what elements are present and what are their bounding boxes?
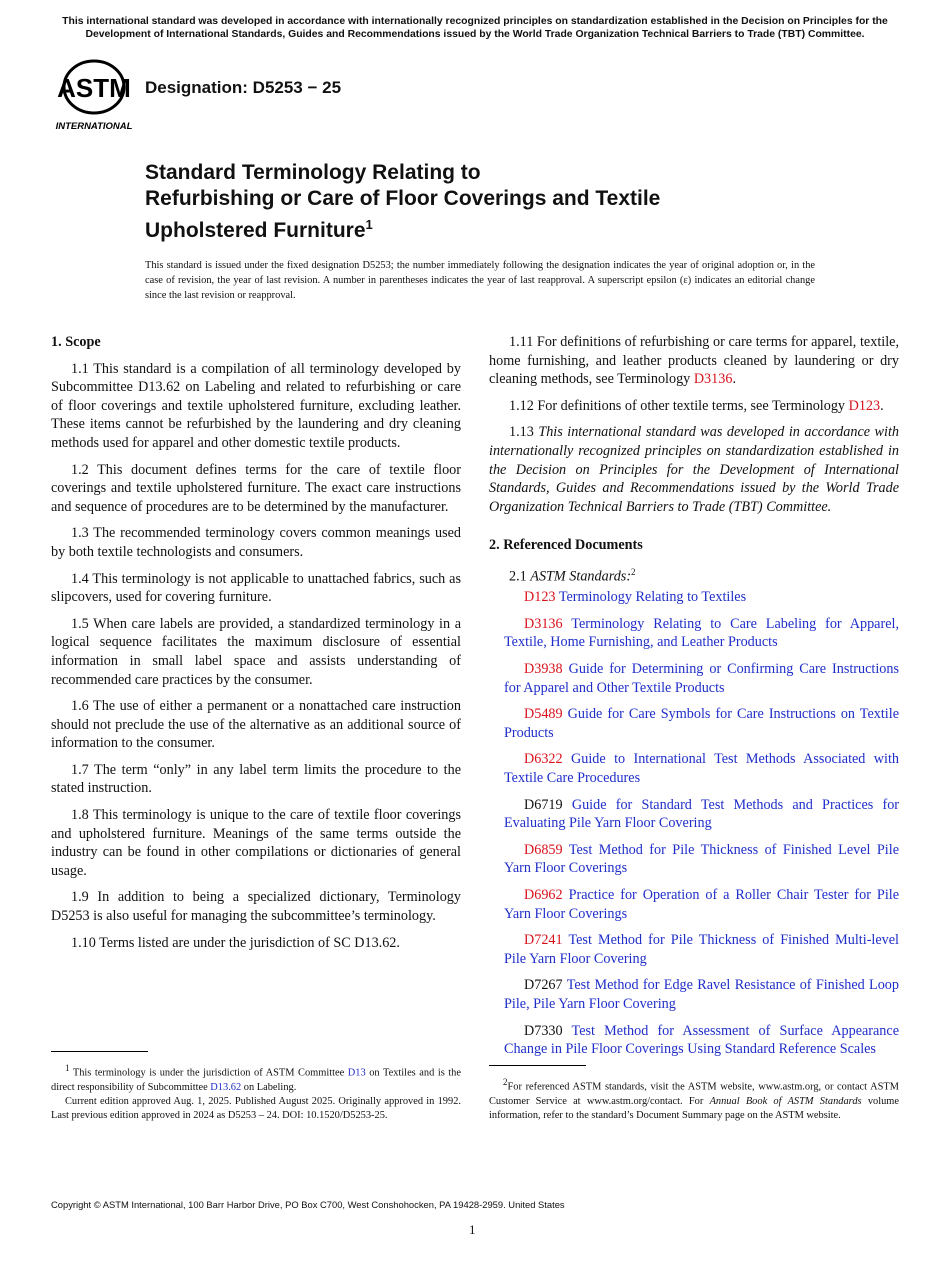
title-line-2: Refurbishing or Care of Floor Coverings and Textile xyxy=(145,187,661,210)
reference-title-link[interactable]: Guide for Care Symbols for Care Instructions on Textile Products xyxy=(504,706,899,741)
section-1-9: 1.9 In addition to being a specialized dictionary, Terminology D5253 is also useful for managing the subcommittee’s terminology. xyxy=(51,889,461,925)
section-1-7: 1.7 The term “only” in any label term limits the procedure to the stated instruction. xyxy=(51,761,461,797)
d123-link[interactable]: D123 xyxy=(848,397,881,414)
section-1-5: 1.5 When care labels are provided, a standardized terminology in a logical sequence facilitates the maximum disclosure of essential information in small label space and assists understanding of recommended care practices by the consumer. xyxy=(51,615,461,688)
reference-item xyxy=(489,1022,899,1059)
reference-title-link[interactable]: Terminology Relating to Care Labeling for Apparel, Textile, Home Furnishing, and Leather Products xyxy=(504,615,899,651)
reference-item xyxy=(489,615,899,652)
reference-item xyxy=(489,588,899,607)
d13-62-link[interactable]: D13.62 xyxy=(210,1081,242,1093)
section-1-4: 1.4 This terminology is not applicable to unattached fabrics, such as slipcovers, used for covering furniture. xyxy=(51,570,461,606)
designation: Designation: D5253 − 25 xyxy=(145,78,342,97)
reference-code-link[interactable]: D3938 xyxy=(524,661,563,678)
reference-code-link[interactable]: D7241 xyxy=(524,932,563,949)
reference-code-link: D7267 xyxy=(524,977,563,994)
page-number: 1 xyxy=(469,1222,476,1237)
reference-item xyxy=(489,796,899,833)
issued-note: This standard is issued under the fixed designation D5253; the number immediately following the designation indicates the year of original adoption or, in the case of revision, the year of last revision. A number in parentheses indicates the year of last reapproval. A superscript epsilon (ε) indicates an editorial change since the last revision or reapproval. xyxy=(145,260,815,301)
reference-item xyxy=(489,841,899,878)
document-title xyxy=(145,160,845,244)
right-column xyxy=(489,333,899,1067)
reference-code-link[interactable]: D6859 xyxy=(524,841,563,858)
reference-code-link[interactable]: D3136 xyxy=(524,615,563,632)
tbt-notice: This international standard was developed in accordance with internationally recognized principles on standardization established in the Decision on Principles for the Development of International Standards, Guides and Recommendations issued by the World Trade Organization Technical Barriers to Trade (TBT) Committee. xyxy=(62,16,888,40)
reference-title-link[interactable]: Test Method for Assessment of Surface Appearance Change in Pile Floor Coverings Using Standard Reference Scales xyxy=(504,1022,899,1058)
section-1-10: 1.10 Terms listed are under the jurisdiction of SC D13.62. xyxy=(71,934,400,951)
reference-code-link: D6719 xyxy=(524,796,563,813)
reference-title-link[interactable]: Practice for Operation of a Roller Chair Tester for Pile Yarn Floor Coverings xyxy=(504,886,899,922)
section-1-1: 1.1 This standard is a compilation of all terminology developed by Subcommittee D13.62 on Labeling and related to refurbishing or care of floor coverings and textile upholstered furniture, excluding leather. These items cannot be refurbished by the laundering and dry cleaning methods used for apparel and other domestic textile products. xyxy=(51,360,461,451)
reference-item xyxy=(489,660,899,697)
reference-item xyxy=(489,750,899,787)
edition-note: Current edition approved Aug. 1, 2025. Published August 2025. Originally approved in 1992. Last previous edition approved in 2024 as D5253 – 24. DOI: 10.1520/D5253-25. xyxy=(51,1095,461,1122)
title-footnote-mark: 1 xyxy=(365,217,373,232)
title-line-1: Standard Terminology Relating to xyxy=(145,161,481,184)
section-1-11: 1.11 For definitions of refurbishing or care terms for apparel, textile, home furnishing, and leather products cleaned by laundering or dry cleaning methods, see Terminology D3136. xyxy=(489,334,899,388)
footnote-rule-left xyxy=(51,1051,148,1052)
logo-subtext: INTERNATIONAL xyxy=(55,121,133,132)
section-1-2: 1.2 This document defines terms for the care of textile floor coverings and textile upholstered furniture. The exact care instructions and sequence of procedures are to be determined by the manufacturer. xyxy=(51,461,461,515)
reference-item xyxy=(489,931,899,968)
reference-title-link[interactable]: Terminology Relating to Textiles xyxy=(558,589,747,606)
reference-title-link[interactable]: Guide to International Test Methods Associated with Textile Care Procedures xyxy=(504,751,900,787)
reference-title-link[interactable]: Test Method for Pile Thickness of Finished Level Pile Yarn Floor Coverings xyxy=(504,841,899,877)
footnote-2: $^2$For referenced ASTM standards, visit the ASTM website, www.astm.org, or contact ASTM Customer Service at www.astm.org/contact. For Annual Book of ASTM Standards volume information, refer to the standard’s Document Summary page on the ASTM website. xyxy=(489,1077,899,1121)
section-1-6: 1.6 The use of either a permanent or a nonattached care instruction should not preclude the use of the alternative as an additional source of information to the consumer. xyxy=(51,698,461,752)
reference-code-link[interactable]: D123 xyxy=(524,589,556,606)
reference-item xyxy=(489,886,899,923)
reference-list xyxy=(489,588,899,1058)
d13-link[interactable]: D13 xyxy=(347,1067,366,1079)
reference-title-link[interactable]: Guide for Determining or Confirming Care Instructions for Apparel and Other Textile Products xyxy=(504,661,899,696)
footnote-rule-right xyxy=(489,1065,586,1066)
astm-standards-subheading: 2.1 ASTM Standards:$^2$ xyxy=(509,566,636,585)
reference-item xyxy=(489,976,899,1013)
reference-code-link[interactable]: D6962 xyxy=(524,886,563,903)
copyright: Copyright © ASTM International, 100 Barr Harbor Drive, PO Box C700, West Conshohocken, PA 19428-2959. United States xyxy=(51,1199,565,1210)
reference-title-link[interactable]: Guide for Standard Test Methods and Practices for Evaluating Pile Yarn Floor Covering xyxy=(504,796,900,832)
reference-title-link[interactable]: Test Method for Pile Thickness of Finished Multi-level Pile Yarn Floor Covering xyxy=(504,932,899,967)
reference-code-link: D7330 xyxy=(524,1022,563,1039)
scope-heading: 1. Scope xyxy=(51,334,101,350)
section-1-8: 1.8 This terminology is unique to the care of textile floor coverings and upholstered furniture. Meanings of the same terms outside the industry can be found in other compilations or dictionaries of general usage. xyxy=(51,807,461,879)
reference-code-link[interactable]: D5489 xyxy=(524,706,563,723)
reference-title-link[interactable]: Test Method for Edge Ravel Resistance of Finished Loop Pile, Pile Yarn Floor Covering xyxy=(504,977,899,1012)
footnote-1: $^1$ This terminology is under the jurisdiction of ASTM Committee D13 on Textiles and is the direct responsibility of Subcommittee D13.62 on Labeling. Current edition approved Aug. 1, 2025. Published August 2025. Originally approved in 1992. Last previous edition approved in 2024 as D5253 – 24. DOI: 10.1520/D5253-25. xyxy=(51,1061,461,1123)
d3136-link[interactable]: D3136 xyxy=(693,371,733,388)
reference-code-link[interactable]: D6322 xyxy=(524,751,563,768)
section-1-13: 1.13 This international standard was developed in accordance with internationally recognized principles on standardization established in the Decision on Principles for the Development of International Standards, Guides and Recommendations issued by the World Trade Organization Technical Barriers to Trade (TBT) Committee. xyxy=(489,424,899,515)
references-heading: 2. Referenced Documents xyxy=(489,537,643,554)
astm-logo xyxy=(52,55,136,133)
reference-item xyxy=(489,705,899,742)
section-1-3: 1.3 The recommended terminology covers common meanings used by both textile technologists and consumers. xyxy=(51,525,461,560)
section-1-12: 1.12 For definitions of other textile terms, see Terminology D123. xyxy=(509,397,884,414)
logo-letters: ASTM xyxy=(57,73,131,103)
left-column xyxy=(51,333,461,960)
title-line-3: Upholstered Furniture xyxy=(145,219,366,242)
